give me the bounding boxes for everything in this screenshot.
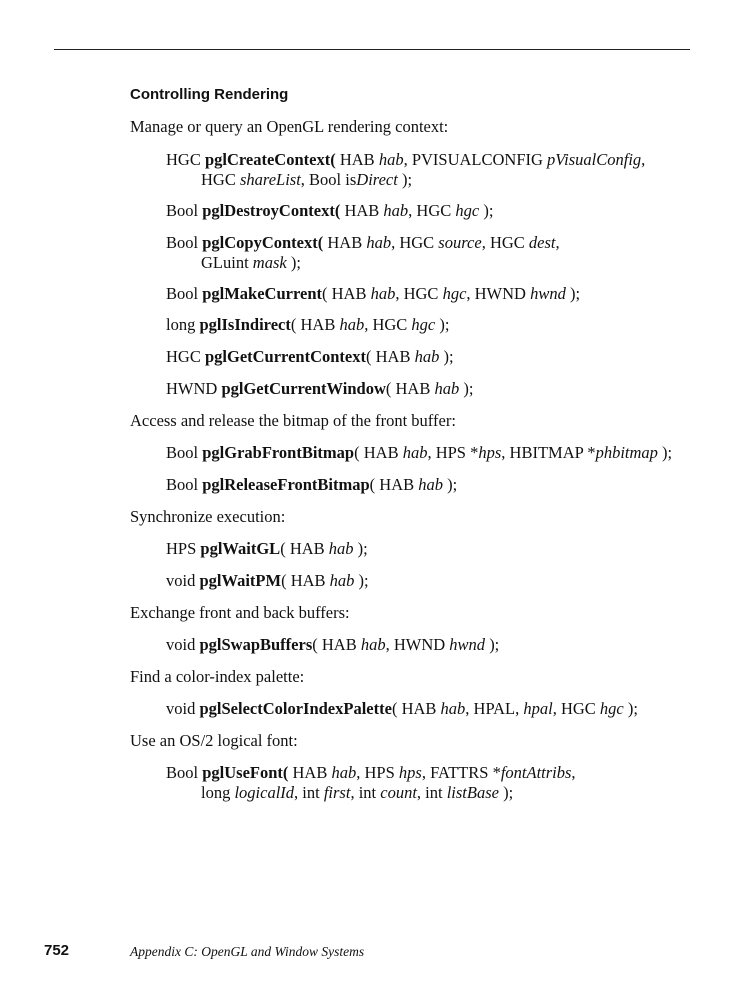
function-signature-pglGetCurrentWindow: HWND pglGetCurrentWindow( HAB hab ); (166, 379, 474, 398)
function-signature-pglWaitPM: void pglWaitPM( HAB hab ); (166, 571, 369, 590)
function-signature-pglUseFont: Bool pglUseFont( HAB hab, HPS hps, FATTRS *fontAttribs, long logicalId, int first, int count, int listBase ); (166, 763, 576, 802)
function-signature-pglGrabFrontBitmap: Bool pglGrabFrontBitmap( HAB hab, HPS *hps, HBITMAP *phbitmap ); (166, 443, 673, 462)
running-footer-title: Appendix C: OpenGL and Window Systems (130, 944, 365, 959)
header-rule (54, 49, 690, 50)
function-signature-pglCopyContext: Bool pglCopyContext( HAB hab, HGC source, HGC dest, GLuint mask ); (166, 233, 560, 272)
section-heading: Controlling Rendering (130, 86, 289, 103)
function-signature-pglReleaseFrontBitmap: Bool pglReleaseFrontBitmap( HAB hab ); (166, 475, 458, 494)
page-number: 752 (44, 942, 70, 959)
section-description: Synchronize execution: (130, 507, 286, 526)
function-signature-pglDestroyContext: Bool pglDestroyContext( HAB hab, HGC hgc ); (166, 201, 494, 220)
function-signature-pglSelectColorIndexPalette: void pglSelectColorIndexPalette( HAB hab, HPAL, hpal, HGC hgc ); (166, 699, 638, 718)
function-signature-pglWaitGL: HPS pglWaitGL( HAB hab ); (166, 539, 368, 558)
section-description: Exchange front and back buffers: (130, 603, 350, 622)
function-signature-pglCreateContext: HGC pglCreateContext( HAB hab, PVISUALCONFIG pVisualConfig, HGC shareList, Bool isDirect ); (166, 150, 646, 189)
function-signature-pglGetCurrentContext: HGC pglGetCurrentContext( HAB hab ); (166, 347, 454, 366)
function-signature-pglIsIndirect: long pglIsIndirect( HAB hab, HGC hgc ); (166, 315, 450, 334)
section-description: Manage or query an OpenGL rendering context: (130, 117, 449, 136)
section-description: Find a color-index palette: (130, 667, 305, 686)
function-signature-pglMakeCurrent: Bool pglMakeCurrent( HAB hab, HGC hgc, HWND hwnd ); (166, 284, 581, 303)
section-description: Use an OS/2 logical font: (130, 731, 298, 750)
function-signature-pglSwapBuffers: void pglSwapBuffers( HAB hab, HWND hwnd ); (166, 635, 500, 654)
section-description: Access and release the bitmap of the front buffer: (130, 411, 456, 430)
